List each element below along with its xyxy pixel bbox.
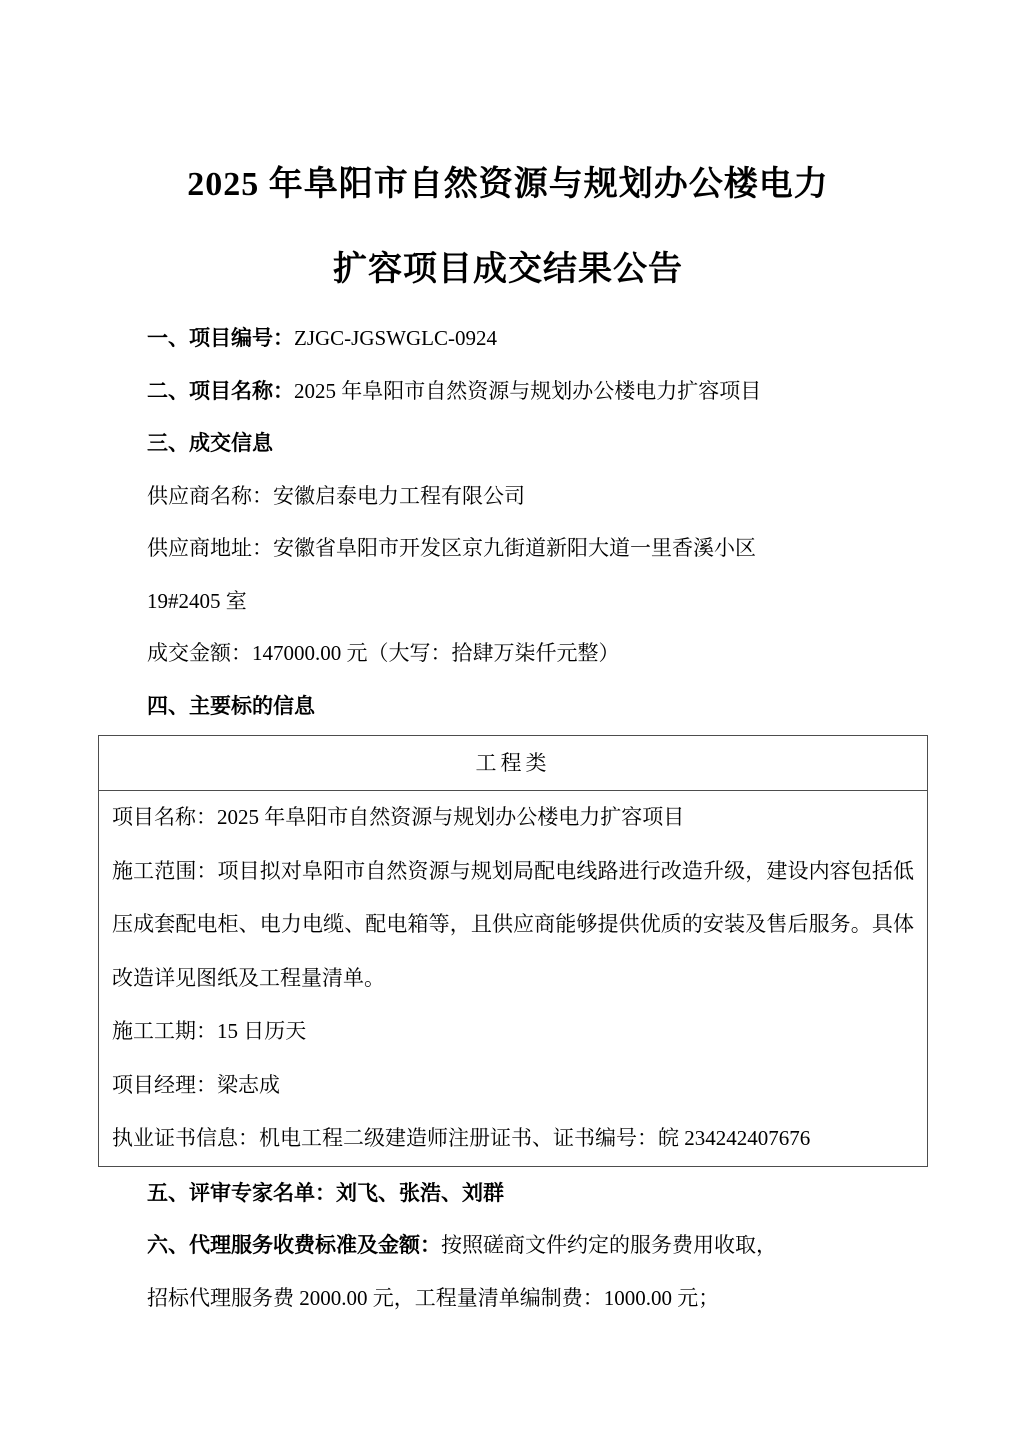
agency-fee-value-line1: 按照磋商文件约定的服务费用收取， bbox=[441, 1233, 777, 1258]
document-body bbox=[98, 312, 928, 1324]
heading-deal-info: 三、成交信息 bbox=[147, 431, 273, 455]
project-number-label: 一、项目编号： bbox=[147, 326, 294, 350]
table-header-row bbox=[99, 736, 928, 791]
para-agency-fee-line2: 招标代理服务费 2000.00 元，工程量清单编制费：1000.00 元； bbox=[147, 1285, 720, 1310]
project-name-label: 二、项目名称： bbox=[147, 378, 294, 403]
para-supplier-address-line1: 供应商地址：安徽省阜阳市开发区京九街道新阳大道一里香溪小区 bbox=[147, 536, 756, 560]
experts-value: 刘飞、张浩、刘群 bbox=[336, 1180, 504, 1205]
document-title-line2: 扩容项目成交结果公告 bbox=[333, 251, 683, 288]
para-project-number bbox=[98, 312, 928, 365]
para-project-name bbox=[98, 365, 928, 418]
experts-label: 五、评审专家名单： bbox=[147, 1180, 336, 1205]
agency-fee-label: 六、代理服务收费标准及金额： bbox=[147, 1233, 441, 1258]
heading-main-subject: 四、主要标的信息 bbox=[147, 693, 315, 718]
project-name-value: 2025 年阜阳市自然资源与规划办公楼电力扩容项目 bbox=[294, 378, 762, 403]
document-title-line1: 2025 年阜阳市自然资源与规划办公楼电力 bbox=[187, 166, 829, 203]
para-supplier-address-line2: 19#2405 室 bbox=[147, 588, 247, 613]
para-deal-amount: 成交金额：147000.00 元（大写：拾肆万柒仟元整） bbox=[147, 641, 620, 665]
table-row-project-name: 项目名称：2025 年阜阳市自然资源与规划办公楼电力扩容项目 bbox=[112, 805, 685, 829]
para-supplier-name: 供应商名称：安徽启泰电力工程有限公司 bbox=[147, 483, 525, 508]
para-agency-fee-line1 bbox=[98, 1219, 928, 1272]
table-row-project-manager: 项目经理：梁志成 bbox=[112, 1072, 280, 1097]
table-header-cell: 工程类 bbox=[99, 736, 928, 791]
table-row-construction-period: 施工工期：15 日历天 bbox=[112, 1019, 307, 1044]
table-body-cell bbox=[99, 791, 928, 1167]
table-row-construction-scope: 施工范围：项目拟对阜阳市自然资源与规划局配电线路进行改造升级，建设内容包括低压成套配电柜、电力电缆、配电箱等，且供应商能够提供优质的安装及售后服务。具体改造详见图纸及工程量清单。 bbox=[112, 858, 914, 990]
table-body-row bbox=[99, 791, 928, 1167]
document-title bbox=[0, 142, 1016, 312]
subject-info-table bbox=[98, 735, 928, 1167]
project-number-value: ZJGC-JGSWGLC-0924 bbox=[294, 326, 497, 350]
table-row-certificate-info: 执业证书信息：机电工程二级建造师注册证书、证书编号：皖 234242407676 bbox=[112, 1126, 811, 1151]
para-experts bbox=[98, 1167, 928, 1220]
